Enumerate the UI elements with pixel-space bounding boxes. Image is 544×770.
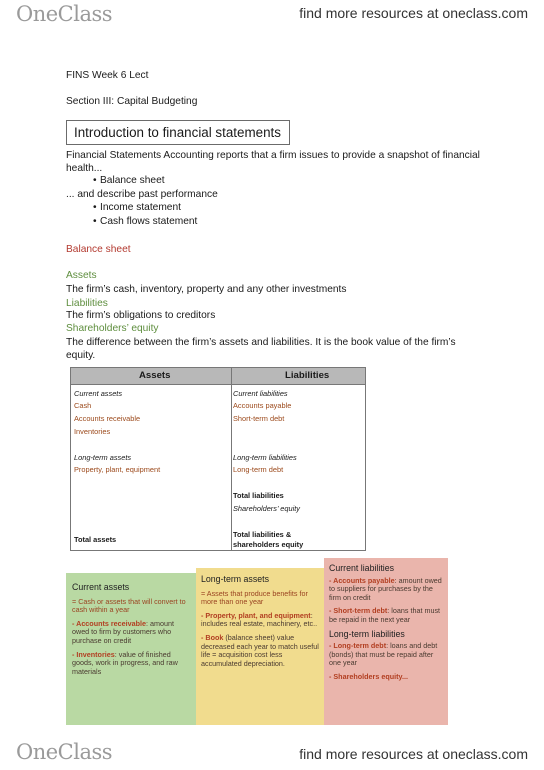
header-tagline[interactable]: find more resources at oneclass.com [299,5,528,21]
equity-text-1: The difference between the firm’s assets and liabilities. It is the book value of the firm’s [66,337,456,348]
red-p4: - Shareholders equity... [329,671,408,681]
liabilities-box [324,558,448,725]
liabilities-text: The firm’s obligations to creditors [66,310,216,321]
assets-text: The firm’s cash, inventory, property and any other investments [66,284,347,295]
yellow-title: Long-term assets [201,574,269,584]
cell-long-term-debt: Long-term debt [233,465,284,474]
oneclass-logo [16,2,112,26]
cell-total-le-2: shareholders equity [233,540,304,549]
equity-text-2: equity. [66,350,96,361]
describe-line: ... and describe past performance [66,189,218,200]
equity-label: Shareholders’ equity [66,323,159,334]
cell-long-term-liabilities: Long-term liabilities [233,453,297,462]
cell-total-le-1: Total liabilities & [233,530,292,539]
green-title: Current assets [72,582,130,592]
heading-text: Introduction to financial statements [74,125,281,140]
red-title-2: Long-term liabilities [329,628,405,639]
red-title-1: Current liabilities [329,563,395,573]
brand-text-footer: OneClass [16,740,113,764]
footer-tagline[interactable]: find more resources at oneclass.com [299,746,528,762]
bullet-cash-flows: • Cash flows statement [100,216,197,227]
liabilities-label: Liabilities [66,298,108,309]
cell-total-assets: Total assets [74,535,117,544]
balance-sheet-heading: Balance sheet [66,244,131,255]
cell-ppe: Property, plant, equipment [74,465,161,474]
red-p2: - Short-term debt: loans that must be repaid in the next year [329,606,441,624]
cell-total-liabilities: Total liabilities [233,491,284,500]
brand-text: OneClass [16,2,113,26]
current-assets-box [66,573,196,725]
yellow-p1: = Assets that produce benefits for more than one year [201,588,308,607]
green-p2: - Accounts receivable: amount owed to firm by customers who purchase on credit [72,618,175,645]
red-p3: - Long-term debt: loans and debt (bonds) that must be repaid after one year [329,641,438,668]
intro-line-2: health... [66,163,103,174]
section-title: Section III: Capital Budgeting [66,96,198,107]
cell-shareholders-equity: Shareholders’ equity [233,504,300,513]
balance-sheet-table [70,367,366,551]
lecture-title: FINS Week 6 Lect [66,70,149,81]
green-p1: = Cash or assets that will convert to cash within a year [72,596,186,615]
cell-accounts-payable: Accounts payable [233,401,292,410]
long-term-assets-box [196,568,324,725]
cell-cash: Cash [74,401,92,410]
bullet-income-statement: • Income statement [100,202,181,213]
assets-label: Assets [66,270,97,281]
yellow-p2: - Property, plant, and equipment: includes real estate, machinery, etc.. [201,610,318,629]
oneclass-logo-footer [16,740,112,764]
header-assets: Assets [139,370,171,381]
cell-long-term-assets: Long-term assets [74,453,132,462]
intro-line-1: Financial Statements Accounting reports that a firm issues to provide a snapshot of financial [66,150,480,161]
red-p1: - Accounts payable: amount owed to suppliers for purchases by the firm on credit [329,575,442,602]
column-divider [231,368,232,550]
cell-accounts-receivable: Accounts receivable [74,414,141,423]
bullet-balance-sheet: • Balance sheet [100,175,165,186]
cell-current-liabilities: Current liabilities [233,389,288,398]
table-header [71,368,365,385]
cell-current-assets: Current assets [74,389,123,398]
page-heading [66,120,290,145]
cell-inventories: Inventories [74,427,111,436]
yellow-p3: - Book (balance sheet) value decreased each year to match useful life = acquisition cost less accumulated depreciation. [201,632,319,668]
header-liabilities: Liabilities [285,370,330,381]
cell-short-term-debt: Short-term debt [233,414,285,423]
green-p3: - Inventories: value of finished goods, work in progress, and raw materials [72,649,178,676]
